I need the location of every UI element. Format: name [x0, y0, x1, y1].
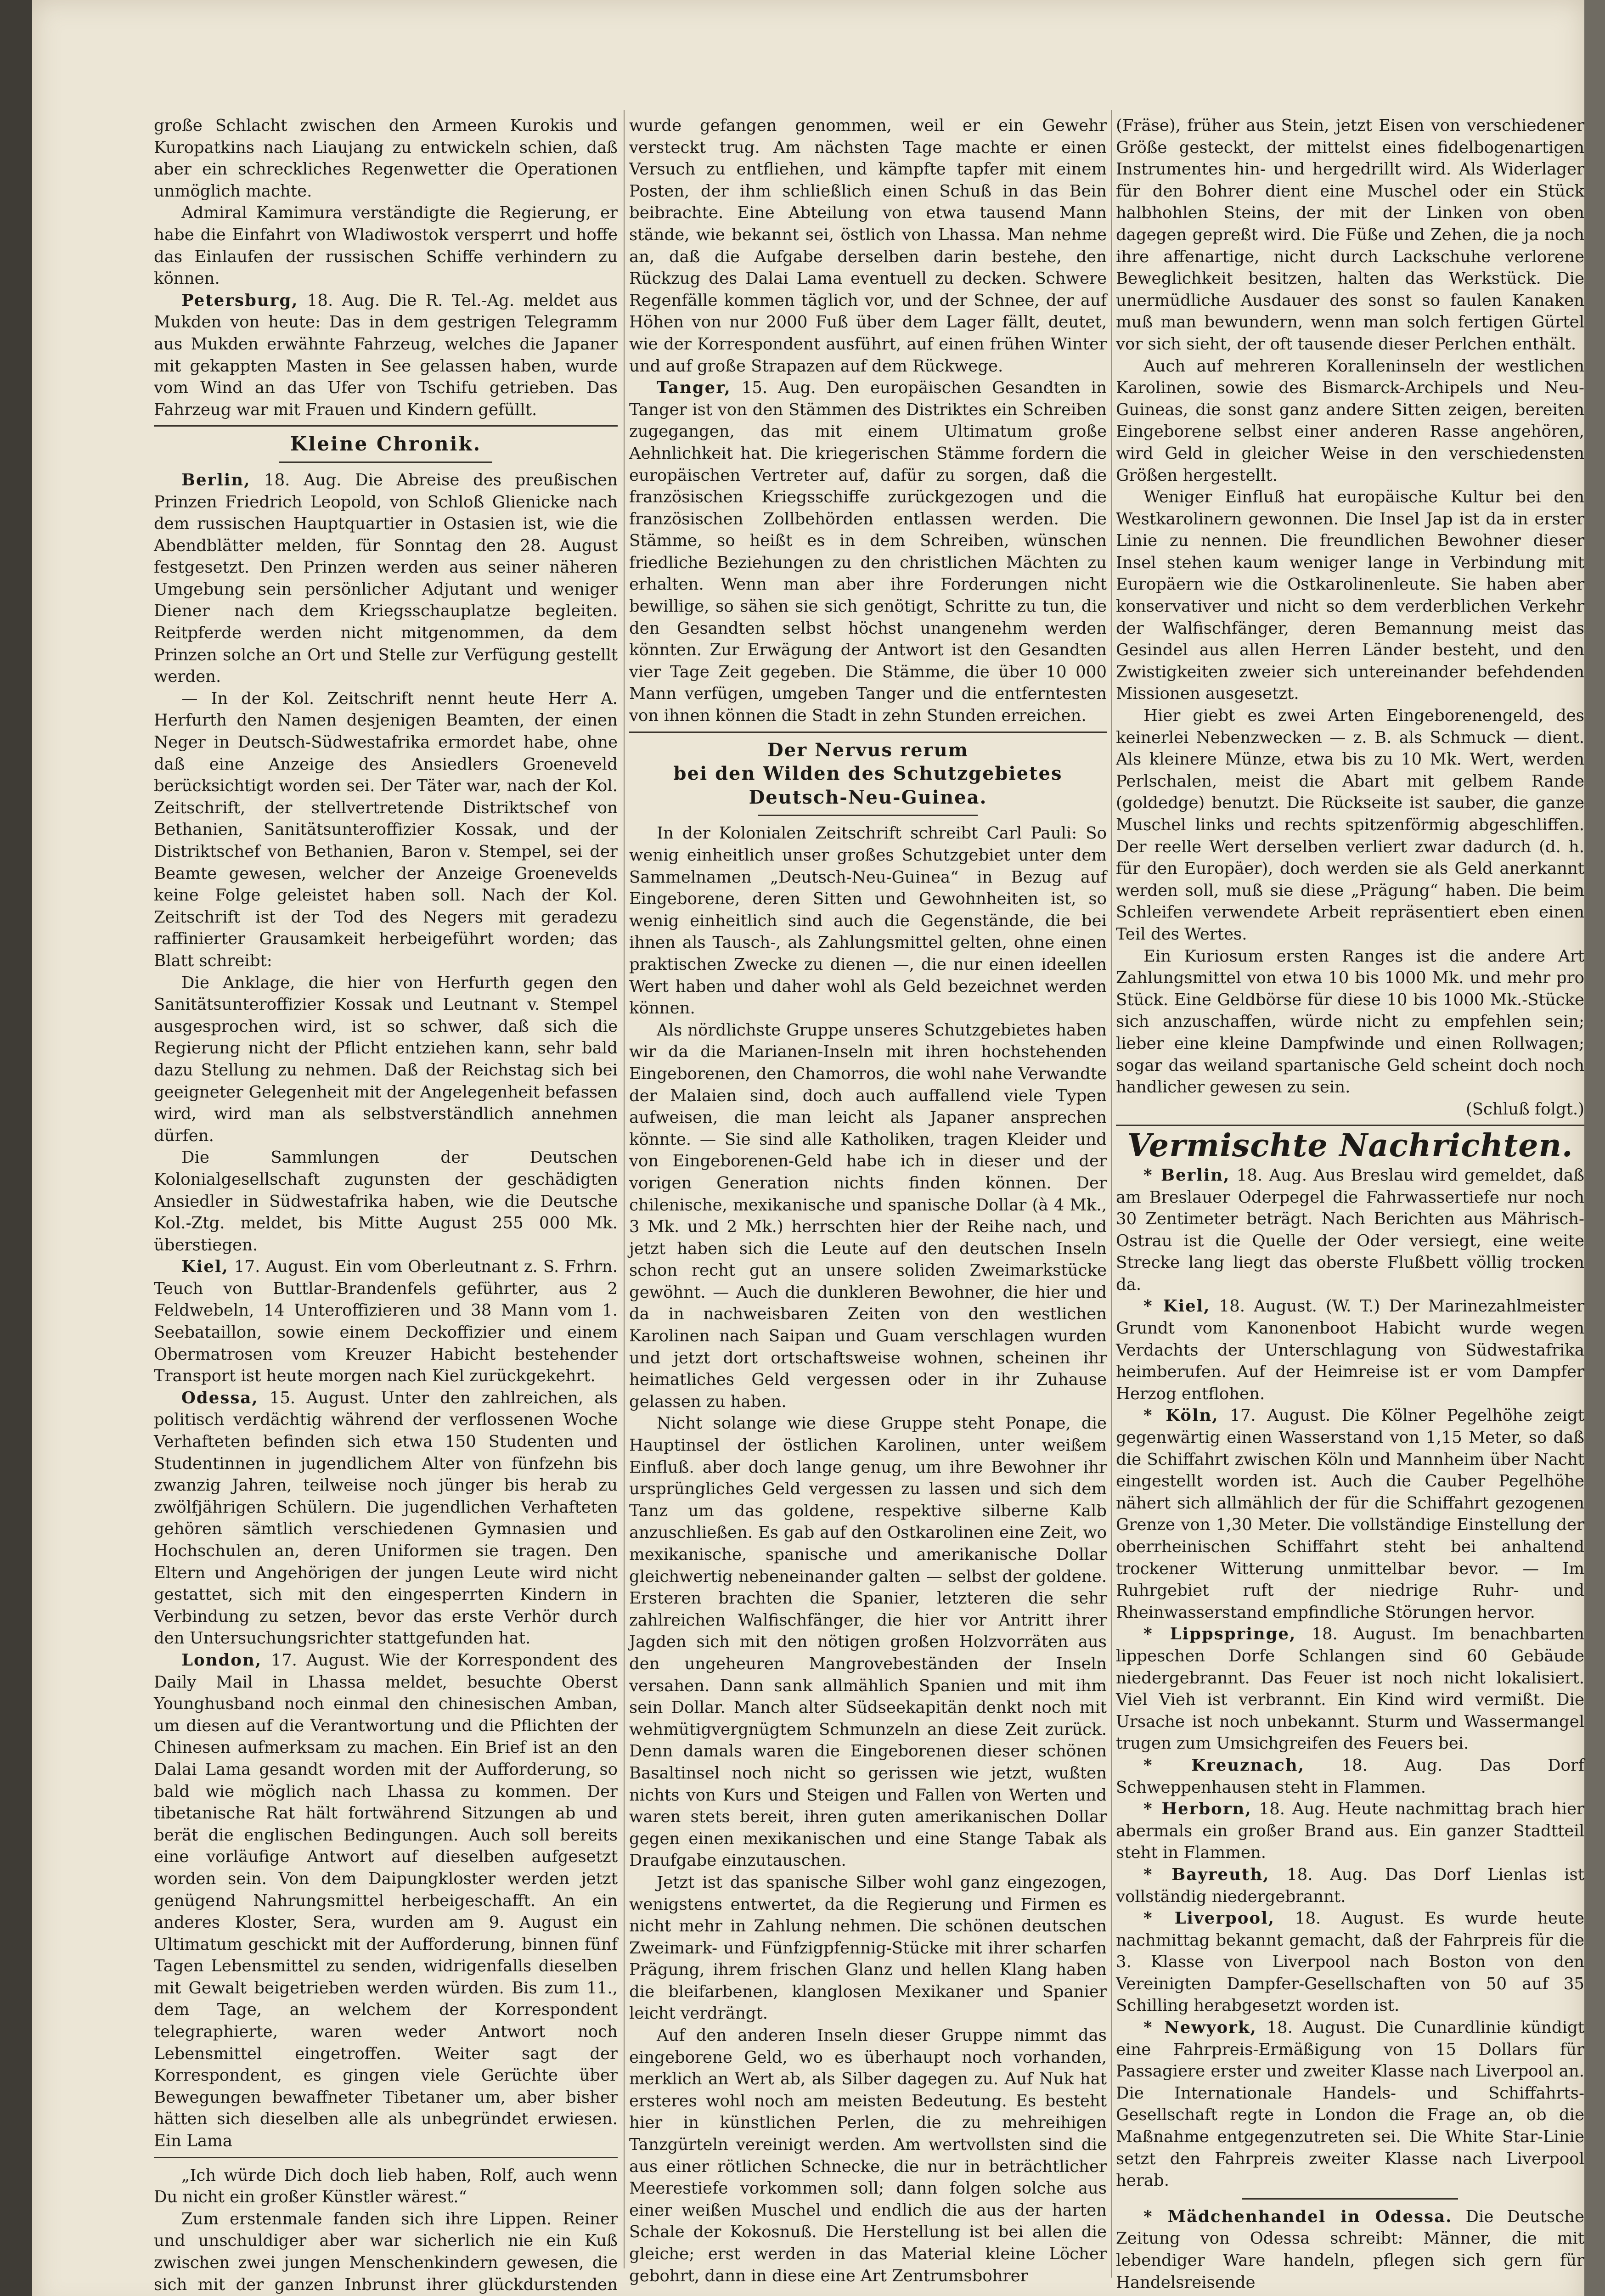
section-rule: [154, 2157, 618, 2158]
paragraph-text: 15. August. Unter den zahlreichen, als politisch verdächtig während der verflossenen Woche Verhafteten befinden sich etwa 150 Studenten und Studentinnen in jugendlichem Alter von fünfzehn bis zwanzig Jahren, teilweise noch jünger bis herab zu zwölfjährigen Schülern. Die jugendlichen Verhafteten gehören sämtlich verschiedenen Gymnasien und Hochschulen an, deren Uniformen sie tragen. Den Eltern und Angehörigen der jungen Leute wird nicht gestattet, sich mit den eingesperrten Kindern in Verbindung zu setzen, bevor das erste Verhör durch den Untersuchungsrichter stattgefunden hat.: [154, 1388, 618, 1648]
paragraph: Auf den anderen Inseln dieser Gruppe nimmt das eingeborene Geld, wo es überhaupt noch vorhanden, merklich an Wert ab, als Silber dagegen zu. Auf Nuk hat ersteres wohl noch am meisten Bedeutung. Es besteht hier in künstlichen Perlen, die zu mehreihigen Tanzgürteln vereinigt werden. Am wertvollsten sind die aus einer rötlichen Schnecke, die nur in beträchtlicher Meerestiefe vorkommen soll; dann folgen solche aus einer weißen Muschel und endlich die aus der harten Schale der Kokosnuß. Die Herstellung ist bei allen die gleiche; erst werden in das Material kleine Löcher gebohrt, dann in diese eine Art Zentrumsbohrer: [629, 2026, 1107, 2285]
column-rule: [1111, 110, 1112, 2278]
paragraph-text: 18. Aug. Das Dorf Schweppenhausen steht in Flammen.: [1116, 1756, 1584, 1797]
paragraph: In der Kolonialen Zeitschrift schreibt Carl Pauli: So wenig einheitlich unser großes Schutzgebiet unter dem Sammelnamen „Deutsch-Neu-Guinea“ in Bezug auf Eingeborene, deren Sitten und Gewohnheiten ist, so wenig einheitlich sind auch die Gegenstände, die bei ihnen als Tausch-, als Zahlungsmittel gelten, ohne einen praktischen Zwecke zu dienen —, die nur einen ideellen Wert haben und daher wohl als Geld bezeichnet werden können.: [629, 824, 1107, 1018]
continuation-note: (Schluß folgt.): [1465, 1099, 1584, 1119]
dateline: Odessa,: [181, 1388, 259, 1407]
paragraph: Admiral Kamimura verständigte die Regierung, er habe die Einfahrt von Wladiwostok versperrt und hoffe das Einlaufen der russischen Schiffe verhindern zu können.: [154, 203, 618, 288]
paragraph: große Schlacht zwischen den Armeen Kurokis und Kuropatkins nach Liaujang zu entwickeln schien, daß aber ein schreckliches Regenwetter die Operationen unmöglich machte.: [154, 116, 618, 201]
paragraph: (Fräse), früher aus Stein, jetzt Eisen von verschiedener Größe gesteckt, der mittelst eines fidelbogenartigen Instrumentes hin- und hergedrillt wird. Als Widerlager für den Bohrer dient eine Muschel oder ein Stück halbhohlen Steins, der mit der Linken von oben dagegen gepreßt wird. Die Füße und Zehen, die ja noch ihre affenartige, nicht durch Lackschuhe verlorene Beweglichkeit besitzen, halten das Werkstück. Die unermüdliche Ausdauer des sonst so faulen Kanaken muß man bewundern, wenn man solch fertigen Gürtel vor sich sieht, der oft tausende dieser Perlchen enthält.: [1116, 116, 1584, 354]
paragraph: [1116, 2206, 1584, 2293]
dateline: * Kreuznach,: [1143, 1756, 1305, 1775]
dateline: * Newyork,: [1143, 2018, 1257, 2037]
paragraph-text: 18. August. Die Cunardlinie kündigt eine Fahrpreis-Ermäßigung von 15 Dollars für Passagiere erster und zweiter Klasse nach Liverpool an. Die Internationale Handels- und Schiffahrts-Gesellschaft regte in London die Frage an, ob die Maßnahme entgegenzutreten sei. Die White Star-Linie setzt den Fahrpreis zweiter Klasse nach Liverpool herab.: [1116, 2018, 1584, 2190]
column-2: [629, 115, 1107, 2285]
section-rule: [1242, 2198, 1458, 2200]
section-rule: [629, 732, 1107, 733]
paragraph: [1116, 1798, 1584, 1864]
feuilleton-paragraph: „Ich würde Dich doch lieb haben, Rolf, auch wenn Du nicht ein großer Künstler wärest.“: [154, 2166, 618, 2207]
book-spine: [0, 0, 32, 2296]
dateline: Kiel,: [181, 1257, 229, 1277]
paragraph: [629, 377, 1107, 727]
paragraph-text: 18. Aug. Die Abreise des preußischen Prinzen Friedrich Leopold, von Schloß Glienicke nach dem russischen Hauptquartier in Ostasien ist, wie die Abendblätter melden, für Sonntag den 28. August festgesetzt. Den Prinzen werden aus seiner näheren Umgebung sein persönlicher Adjutant und weniger Diener nach dem Kriegsschauplatze begleiten. Reitpferde werden nicht mitgenommen, da dem Prinzen solche an Ort und Stelle zur Verfügung gestellt werden.: [154, 470, 618, 687]
paragraph-text: 18. August. Im benachbarten lippeschen Dorfe Schlangen sind 60 Gebäude niedergebrannt. Das Feuer ist noch nicht lokalisiert. Viel Vieh ist verbrannt. Ein Kind wird vermißt. Die Ursache ist noch unbekannt. Sturm und Wassermangel trugen zum Umsichgreifen des Feuers bei.: [1116, 1625, 1584, 1753]
paragraph: Hier giebt es zwei Arten Eingeborenengeld, des keinerlei Nebenzwecken — z. B. als Schmuck — dient. Als kleinere Münze, etwa bis zu 10 Mk. Wert, werden Perlschalen, meist die Abart mit gelbem Rande (goldedge) benutzt. Die Rückseite ist sauber, die ganze Muschel links und rechts spitzenförmig abgeschliffen. Der reelle Wert derselben verliert zwar dadurch (d. h. für den Europäer), doch werden sie als Geld anerkannt werden soll, muß sie diese „Prägung“ haben. Die beim Schleifen verwendete Arbeit repräsentiert eben einen Teil des Wertes.: [1116, 706, 1584, 944]
section-rule: [154, 425, 618, 427]
paragraph: Weniger Einfluß hat europäische Kultur bei den Westkarolinern gewonnen. Die Insel Jap ist da in erster Linie zu nennen. Die freundlichen Bewohner dieser Insel stehen kaum weniger lange in Verbindung mit Europäern wie die Ostkarolinenleute. Sie haben aber konservativer und nicht so dem verderblichen Verkehr der Walfischfänger, deren Bemannung meist das Gesindel aus allen Herren Länder besteht, und den Zwistigkeiten zweier sich untereinander befehdenden Missionen ausgesetzt.: [1116, 488, 1584, 703]
column-1: [154, 115, 618, 2294]
paragraph-text: 15. Aug. Den europäischen Gesandten in Tanger ist von den Stämmen des Distriktes ein Schreiben zugegangen, das mit einem Ultimatum große Aehnlichkeit hat. Die kriegerischen Stämme fordern die europäischen Vertreter auf, dafür zu sorgen, daß die französischen Kriegsschiffe zurückgezogen und die französischen Zollbehörden entlassen werden. Die Stämme, so heißt es in dem Schreiben, wünschen friedliche Beziehungen zu den christlichen Mächten zu erhalten. Wenn man aber ihre Forderungen nicht bewillige, so sähen sie sich genötigt, Schritte zu tun, die den Gesandten selbst höchst unangenehm werden könnten. Zur Erwägung der Antwort ist den Gesandten vier Tage Zeit gegeben. Die Stämme, die über 10 000 Mann verfügen, umgeben Tanger und die entferntesten von ihnen können die Stadt in zehn Stunden erreichen.: [629, 378, 1107, 726]
dateline: * Bayreuth,: [1143, 1865, 1270, 1884]
dateline: London,: [181, 1650, 262, 1670]
dateline: Tanger,: [657, 378, 731, 398]
paragraph-text: 17. August. Die Kölner Pegelhöhe zeigt gegenwärtig einen Wasserstand von 1,15 Meter, so daß die Schiffahrt zwischen Köln und Mannheim über Nacht eingestellt worden ist. Auch die Cauber Pegelhöhe nähert sich allmählich der für die Schiffahrt gezogenen Grenze von 1,30 Meter. Die vollständige Einstellung der oberrheinischen Schiffahrt steht bei anhaltend trockener Witterung unmittelbar bevor. — Im Ruhrgebiet ruft der niedrige Ruhr- und Rheinwasserstand empfindliche Störungen hervor.: [1116, 1406, 1584, 1622]
paragraph: [1116, 1295, 1584, 1405]
dateline: * Kiel,: [1143, 1297, 1211, 1316]
paragraph: [154, 1256, 618, 1387]
article-heading: bei den Wilden des Schutzgebietes: [673, 763, 1063, 785]
section-rule: [279, 461, 493, 463]
paragraph: Die Anklage, die hier von Herfurth gegen den Sanitätsunteroffizier Kossak und Leutnant v. Stempel ausgesprochen wird, ist so schwer, daß sich die Regierung nicht der Pflicht entziehen kann, sehr bald dazu Stellung zu nehmen. Daß der Reichstag sich bei geeigneter Gelegenheit mit der Angelegenheit befassen wird, wird man als selbstverständlich annehmen dürfen.: [154, 973, 618, 1145]
article-heading: Der Nervus rerum: [767, 739, 969, 761]
paragraph: [1116, 1908, 1584, 2017]
paragraph-text: 18. Aug. Die R. Tel.-Ag. meldet aus Mukden von heute: Das in dem gestrigen Telegramm aus Mukden erwähnte Fahrzeug, welches die Japaner mit gekappten Masten in See gelassen haben, wurde vom Wind an das Ufer von Tschifu getrieben. Das Fahrzeug war mit Frauen und Kindern gefüllt.: [154, 291, 618, 419]
paragraph: [1116, 1405, 1584, 1623]
feuilleton-paragraph: Zum erstenmale fanden sich ihre Lippen. Reiner und unschuldiger aber war sicherlich nie ein Kuß zwischen zwei jungen Menschenkindern gewesen, die sich mit der ganzen Inbrunst ihrer glückdurstenden: [154, 2209, 618, 2294]
paragraph-text: 18. Aug. Das Dorf Lienlas ist vollständig niedergebrannt.: [1116, 1865, 1585, 1906]
paragraph-text: 18. August. (W. T.) Der Marinezahlmeister Grundt vom Kanonenboot Habicht wurde wegen Verdachts der Unterschlagung von Südwestafrika heimberufen. Auf der Heimreise ist er vom Dampfer Herzog entflohen.: [1116, 1297, 1584, 1403]
section-heading: Vermischte Nachrichten.: [1127, 1127, 1573, 1165]
column-rule: [624, 110, 625, 2268]
paragraph: [154, 290, 618, 421]
section-heading: Kleine Chronik.: [290, 433, 482, 456]
newspaper-page: [32, 0, 1584, 2296]
paragraph: Jetzt ist das spanische Silber wohl ganz eingezogen, wenigstens entwertet, da die Regierung und Firmen es nicht mehr in Zahlung nehmen. Die schönen deutschen Zweimark- und Fünfzigpfennig-Stücke mit ihrer scharfen Prägung, ihrem frischen Glanz und hellen Klang haben die bleifarbenen, klanglosen Mexikaner und Spanier leicht verdrängt.: [629, 1873, 1107, 2023]
paragraph: Auch auf mehreren Koralleninseln der westlichen Karolinen, sowie des Bismarck-Archipels und Neu-Guineas, die sonst ganz andere Sitten zeigen, bereiten Eingeborene selbst einer anderen Rasse angehören, wird Geld in gleicher Weise in den verschiedensten Größen hergestellt.: [1116, 356, 1584, 485]
paragraph-text: Die Deutsche Zeitung von Odessa schreibt: Männer, die mit lebendiger Ware handeln, pflegen sich gern für Handelsreisende: [1116, 2207, 1584, 2292]
dateline: Berlin,: [181, 470, 251, 490]
paragraph-text: 17. August. Wie der Korrespondent des Daily Mail in Lhassa meldet, besuchte Oberst Younghusband noch einmal den chinesischen Amban, um diesen auf die Verantwortung und die Pflichten der Chinesen aufmerksam zu machen. Ein Brief ist an den Dalai Lama gesandt worden mit der Aufforderung, so bald wie möglich nach Lhassa zu kommen. Der tibetanische Rat hält fortwährend Sitzungen ab und berät die englischen Bedingungen. Auch soll bereits eine vorläufige Antwort auf dieselben aufgesetzt worden sein. Von dem Daipungkloster werden jetzt genügend Nahrungsmittel herbeigeschafft. An ein anderes Kloster, Sera, wurden am 9. August ein Ultimatum geschickt mit der Aufforderung, binnen fünf Tagen Lebensmittel zu senden, widrigenfalls dieselben mit Gewalt beigetrieben werden würden. Bis zum 11., dem Tage, an welchem der Korrespondent telegraphierte, waren weder Antwort noch Lebensmittel eingetroffen. Weiter sagt der Korrespondent, es gingen viele Gerüchte über Bewegungen bewaffneter Tibetaner um, aber bisher hätten sich dieselben alle als unbegründet erwiesen. Ein Lama: [154, 1650, 618, 2151]
paragraph: [1116, 2017, 1584, 2192]
paragraph: [154, 469, 618, 688]
dateline: * Berlin,: [1143, 1165, 1230, 1185]
paragraph: [1116, 1864, 1584, 1908]
paragraph: [154, 1387, 618, 1649]
section-rule: [758, 815, 978, 816]
paragraph: [1116, 1623, 1584, 1755]
paragraph: — In der Kol. Zeitschrift nennt heute Herr A. Herfurth den Namen desjenigen Beamten, der einen Neger in Deutsch-Südwestafrika ermordet habe, ohne daß eine Anzeige des Ansiedlers Groeneveld berücksichtigt worden sei. Der Täter war, nach der Kol. Zeitschrift, der stellvertretende Distriktschef von Bethanien, Sanitätsunteroffizier Kossak, und der Distriktschef von Bethanien, Baron v. Stempel, sei der Beamte gewesen, welcher der Anzeige Groenevelds keine Folge geleistet haben soll. Nach der Kol. Zeitschrift ist der Tod des Negers mit geradezu raffinierter Grausamkeit herbeigeführt worden; das Blatt schreibt:: [154, 689, 618, 970]
paragraph: [1116, 1165, 1584, 1296]
paragraph-text: 18. Aug. Heute nachmittag brach hier abermals ein großer Brand aus. Ein ganzer Stadtteil steht in Flammen.: [1116, 1800, 1584, 1863]
paragraph: [1116, 1755, 1584, 1798]
section-rule: [1116, 1125, 1584, 1126]
paragraph: Als nördlichste Gruppe unseres Schutzgebietes haben wir da die Marianen-Inseln mit ihren hochstehenden Eingeborenen, den Chamorros, die wohl nahe Verwandte der Malaien sind, doch auch auffallend viele Typen aufweisen, die man leicht als Japaner ansprechen könnte. — Sie sind alle Katholiken, tragen Kleider und von Eingeborenen-Geld habe ich in dieser und der vorigen Generation nichts finden können. Der chilenische, mexikanische und spanische Dollar (à 4 Mk., 3 Mk. und 2 Mk.) herrschten hier der Reihe nach, und jetzt haben sich die Leute auf den deutschen Inseln schon recht gut an unsere soliden Zweimarkstücke gewöhnt. — Auch die dunkleren Bewohner, die hier und da in nachweisbaren Zeiten von den westlichen Karolinen nach Saipan und Guam verschlagen wurden und jetzt dort ortschaftsweise wohnen, scheinen ihr heimatliches Geld vergessen oder in ihr Zuhause gelassen zu haben.: [629, 1020, 1107, 1411]
paragraph: Die Sammlungen der Deutschen Kolonialgesellschaft zugunsten der geschädigten Ansiedler in Südwestafrika haben, wie die Deutsche Kol.-Ztg. meldet, bis Mitte August 255 000 Mk. überstiegen.: [154, 1148, 618, 1255]
paragraph: Nicht solange wie diese Gruppe steht Ponape, die Hauptinsel der östlichen Karolinen, unter weißem Einfluß. aber doch lange genug, um ihre Bewohner ihr ursprüngliches Geld vergessen zu lassen und sich dem Tanz um das goldene, respektive silberne Kalb anzuschließen. Es gab auf den Ostkarolinen eine Zeit, wo mexikanische, spanische und amerikanische Dollar gleichwertig nebeneinander galten — selbst der goldene. Ersteren brachten die Spanier, letzteren die sehr zahlreichen Walfischfänger, die hier vor Antritt ihrer Jagden sich mit den nötigen großen Holzvorräten aus den ungeheuren Mangrovebeständen der Inseln versahen. Dann sank allmählich Spanien und mit ihm sein Dollar. Manch alter Südseekapitän denkt noch mit wehmütigvergnügtem Schmunzeln an diese Zeit zurück. Denn damals waren die Eingeborenen dieser schönen Basaltinsel noch nicht so gerissen wie jetzt, wußten nichts von Kurs und Steigen und Fallen von Werten und waren stets bereit, ihren guten amerikanischen Dollar gegen einen mexikanischen und eine Stange Tabak als Draufgabe einzutauschen.: [629, 1414, 1107, 1870]
paragraph-text: 18. Aug. Aus Breslau wird gemeldet, daß am Breslauer Oderpegel die Fahrwassertiefe nur noch 30 Zentimeter beträgt. Nach Berichten aus Mährisch-Ostrau ist die Quelle der Oder versiegt, eine weite Strecke lang liegt das oberste Flußbett völlig trocken da.: [1116, 1165, 1584, 1294]
paragraph: wurde gefangen genommen, weil er ein Gewehr versteckt trug. Am nächsten Tage machte er einen Versuch zu entfliehen, und kämpfte tapfer mit einem Posten, der ihm schließlich einen Schuß in das Bein beibrachte. Eine Abteilung von etwa tausend Mann stände, wie bekannt sei, östlich von Lhassa. Man nehme an, daß die Aufgabe derselben darin bestehe, den Rückzug des Dalai Lama eventuell zu decken. Schwere Regenfälle kommen täglich vor, und der Schnee, der auf Höhen von nur 2000 Fuß über dem Lager fällt, deutet, wie der Korrespondent ausführt, auf einen frühen Winter und auf große Strapazen auf dem Rückwege.: [629, 116, 1107, 376]
article-heading: Deutsch-Neu-Guinea.: [749, 786, 987, 808]
column-3: [1116, 115, 1585, 2292]
dateline: * Lippspringe,: [1143, 1625, 1296, 1644]
paragraph-text: 18. August. Es wurde heute nachmittag bekannt gemacht, daß der Fahrpreis für die 3. Klasse von Liverpool nach Boston von den Vereinigten Dampfer-Gesellschaften von 50 auf 35 Schilling herabgesetzt worden ist.: [1116, 1909, 1584, 2015]
dateline: * Mädchenhandel in Odessa.: [1143, 2207, 1453, 2226]
dateline: * Herborn,: [1143, 1800, 1252, 1819]
dateline: Petersburg,: [181, 291, 298, 310]
paragraph: [154, 1649, 618, 2152]
dateline: * Liverpool,: [1143, 1909, 1275, 1928]
dateline: * Köln,: [1143, 1406, 1219, 1425]
paragraph: Ein Kuriosum ersten Ranges ist die andere Art Zahlungsmittel von etwa 10 bis 1000 Mk. und mehr pro Stück. Eine Geldbörse für diese 10 bis 1000 Mk.-Stücke sich anzuschaffen, würde nicht zu empfehlen sein; lieber eine kleine Dampfwinde und einen Rollwagen; sogar das weiland spartanische Geld scheint doch noch handlicher gewesen zu sein.: [1116, 946, 1584, 1097]
paragraph-text: 17. August. Ein vom Oberleutnant z. S. Frhrn. Teuch von Buttlar-Brandenfels geführter, aus 2 Feldwebeln, 14 Unteroffizieren und 38 Mann vom 1. Seebataillon, sowie einem Deckoffizier und einem Obermatrosen vom Kreuzer Habicht bestehender Transport ist heute morgen nach Kiel zurückgekehrt.: [154, 1257, 618, 1386]
